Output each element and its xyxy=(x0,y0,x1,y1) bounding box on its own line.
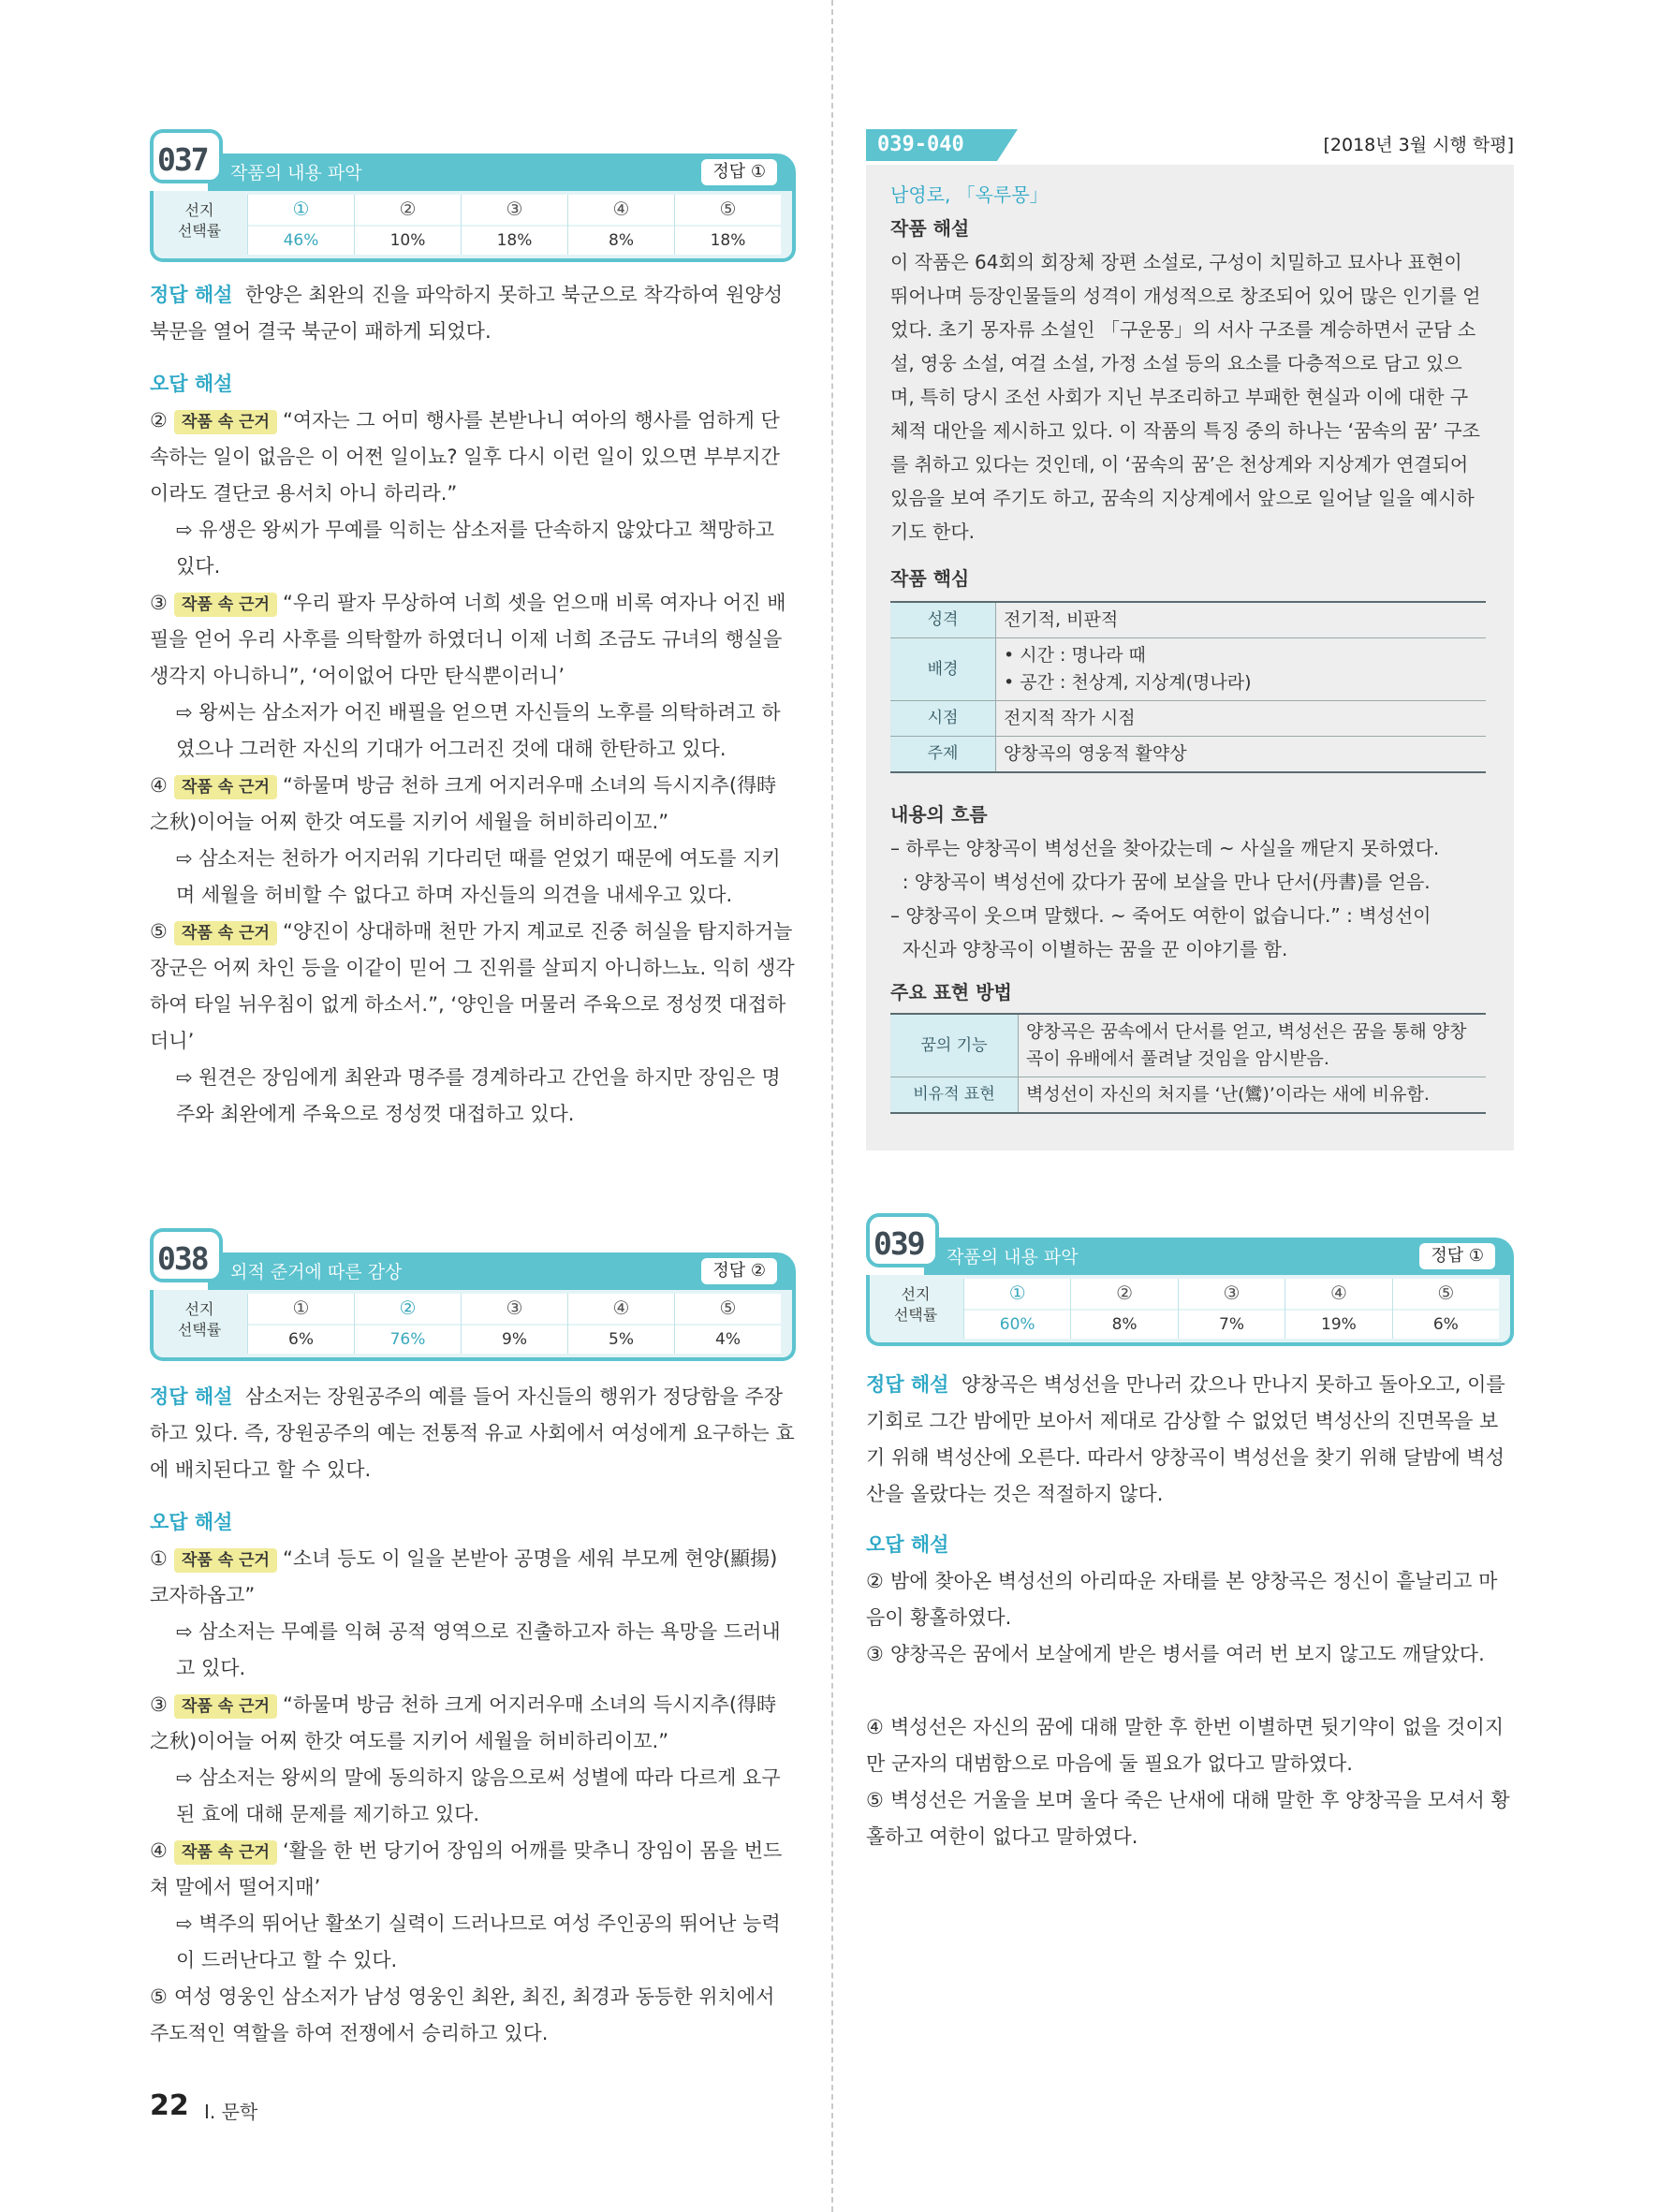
option-cell: ④ 5% xyxy=(567,1294,674,1354)
question-block-039 xyxy=(866,1213,1514,1346)
expression-table xyxy=(890,1013,1486,1114)
selection-rate-label: 선지 선택률 xyxy=(177,201,222,240)
wrong-item: ③ 작품 속 근거 “우리 팔자 무상하여 너희 셋을 얻으매 비록 여자나 어진 배필을 얻어 우리 사후를 의탁할까 하였더니 이제 너희 조금도 규녀의 행실을 생각지 아니하니”, ‘어이없어 다만 탄식뿐이러니’ ⇨ 왕씨는 삼소저가 어진 배필을 얻으면 자신들의 노후를 의탁하려고 하였으나 그러한 자신의 기대가 어그러진 것에 대해 한탄하고 있다. xyxy=(150,592,786,760)
wrong-item: ⑤ 작품 속 근거 “양진이 상대하매 천만 가지 계교로 진중 허실을 탐지하거늘 장군은 어찌 차인 등을 이같이 믿어 그 진위를 살피지 아니하느뇨. 익히 생각하여 타일 뉘우침이 없게 하소서.”, ‘양인을 머물러 주육으로 정성껏 대접하더니’ ⇨ 원견은 장임에게 최완과 명주를 경계하라고 간언을 하지만 장임은 명주와 최완에게 주육으로 정성껏 대접하고 있다. xyxy=(150,920,795,1125)
answer-badge: 정답 ① xyxy=(1419,1243,1495,1269)
evidence-tag: 작품 속 근거 xyxy=(174,1694,277,1719)
core-heading: 작품 핵심 xyxy=(890,567,970,590)
wrong-item: ② 작품 속 근거 “여자는 그 어미 행사를 본받나니 여아의 행사를 엄하게 단속하는 일이 없음은 이 어쩐 일이뇨? 일후 다시 이런 일이 있으면 부부지간이라도 결단코 용서치 아니 하리라.” ⇨ 유생은 왕씨가 무예를 익히는 삼소저를 단속하지 않았다고 책망하고 있다. xyxy=(150,409,780,578)
analysis-heading: 작품 해설 xyxy=(890,217,970,240)
table-row: 주제 양창곡의 영웅적 활약상 xyxy=(890,737,1486,773)
answer-explanation: 정답 해설 한양은 최완의 진을 파악하지 못하고 북군으로 착각하여 원양성 북문을 열어 결국 북군이 패하게 되었다. xyxy=(150,284,783,343)
option-cell: ⑤ 6% xyxy=(1392,1279,1499,1339)
answer-explanation: 정답 해설 양창곡은 벽성선을 만나러 갔으나 만나지 못하고 돌아오고, 이를 기회로 그간 밤에만 보아서 제대로 감상할 수 없었던 벽성산의 진면목을 보기 위해 벽성산에 오른다. 따라서 양창곡이 벽성선을 찾기 위해 달밤에 벽성산을 올랐다는 것은 적절하지 않다. xyxy=(866,1373,1505,1505)
selection-rate-table xyxy=(150,191,796,262)
answer-badge: 정답 ② xyxy=(701,1258,777,1284)
expression-heading: 주요 표현 방법 xyxy=(890,981,1012,1003)
analysis-text: 이 작품은 64회의 회장체 장편 소설로, 구성이 치밀하고 묘사나 표현이 뛰어나며 등장인물들의 성격이 개성적으로 창조되어 있어 많은 인기를 얻었다. 초기 몽자류 소설인 「구운몽」의 서사 구조를 계승하면서 군담 소설, 영웅 소설, 여걸 소설, 가정 소설 등의 요소를 다층적으로 담고 있으며, 특히 당시 조선 사회가 지닌 부조리하고 부패한 현실과 이에 대한 구체적 대안을 제시하고 있다. 이 작품의 특징 중의 하나는 ‘꿈속의 꿈’ 구조를 취하고 있다는 것인데, 이 ‘꿈속의 꿈’은 천상계와 지상계가 연결되어 있음을 보여 주기도 하고, 꿈속의 지상계에서 앞으로 일어날 일을 예시하기도 한다. xyxy=(890,251,1481,543)
page-number: 22 xyxy=(150,2089,189,2122)
evidence-tag: 작품 속 근거 xyxy=(174,1840,277,1865)
option-cell: ① 6% xyxy=(247,1294,354,1354)
option-cell: ② 10% xyxy=(354,195,461,255)
question-range-tab: 039-040 xyxy=(866,129,997,161)
wrong-item: ④ 작품 속 근거 “하물며 방금 천하 크게 어지러우매 소녀의 득시지추(得時之秋)이어늘 어찌 한갓 여도를 지키어 세월을 허비하리이꼬.” ⇨ 삼소저는 천하가 어지러워 기다리던 때를 얻었기 때문에 여도를 지키며 세월을 허비할 수 없다고 하며 자신들의 의견을 내세우고 있다. xyxy=(150,774,781,906)
table-row: 비유적 표현 벽성선이 자신의 처지를 ‘난(鸞)’이라는 새에 비유함. xyxy=(890,1077,1486,1114)
question-title: 작품의 내용 파악 xyxy=(230,163,362,183)
wrong-item: ⑤ 여성 영웅인 삼소저가 남성 영웅인 최완, 최진, 최경과 동등한 위치에서 주도적인 역할을 하여 전쟁에서 승리하고 있다. xyxy=(150,1985,775,2044)
evidence-tag: 작품 속 근거 xyxy=(174,1548,277,1573)
option-cell: ④ 8% xyxy=(567,195,674,255)
work-header xyxy=(866,129,1514,161)
wrong-explanation-heading: 오답 해설 xyxy=(866,1533,949,1556)
option-cell: ② 8% xyxy=(1070,1279,1177,1339)
work-title: 남영로, 「옥루몽」 xyxy=(890,183,1049,206)
option-cell: ① 60% xyxy=(963,1279,1070,1339)
selection-rate-table xyxy=(866,1275,1514,1346)
evidence-tag: 작품 속 근거 xyxy=(174,921,277,945)
wrong-item: ① 작품 속 근거 “소녀 등도 이 일을 본받아 공명을 세워 부모께 현양(顯揚)코자하옵고” ⇨ 삼소저는 무예를 익혀 공적 영역으로 진출하고자 하는 욕망을 드러내고 있다. xyxy=(150,1547,781,1679)
evidence-tag: 작품 속 근거 xyxy=(174,775,277,799)
wrong-item: ③ 작품 속 근거 “하물며 방금 천하 크게 어지러우매 소녀의 득시지추(得時之秋)이어늘 어찌 한갓 여도를 지키어 세월을 허비하리이꼬.” ⇨ 삼소저는 왕씨의 말에 동의하지 않음으로써 성별에 따라 다르게 요구된 효에 대해 문제를 제기하고 있다. xyxy=(150,1693,781,1825)
evidence-tag: 작품 속 근거 xyxy=(174,410,277,434)
flow-list: – 하루는 양창곡이 벽성선을 찾아갔는데 ~ 사실을 깨닫지 못하였다. : 양창곡이 벽성선에 갔다가 꿈에 보살을 만나 단서(丹書)를 얻음. – 양창곡이 웃으며 말했다. ~ 죽어도 여한이 없습니다.” : 벽성선이 자신과 양창곡이 이별하는 꿈을 꾼 이야기를 함. xyxy=(890,837,1440,960)
flow-heading: 내용의 흐름 xyxy=(890,803,988,826)
wrong-item: ③ 양창곡은 꿈에서 보살에게 받은 병서를 여러 번 보지 않고도 깨달았다. xyxy=(866,1643,1485,1665)
option-cell: ② 76% xyxy=(354,1294,461,1354)
option-cell: ③ 7% xyxy=(1178,1279,1285,1339)
question-number: 038 xyxy=(150,1228,223,1282)
question-header-bar xyxy=(208,1252,796,1290)
question-header-bar xyxy=(924,1238,1514,1275)
answer-explanation: 정답 해설 삼소저는 장원공주의 예를 들어 자신들의 행위가 정당함을 주장하고 있다. 즉, 장원공주의 예는 전통적 유교 사회에서 여성에게 요구하는 효에 배치된다고 할 수 있다. xyxy=(150,1385,795,1481)
wrong-explanation-heading: 오답 해설 xyxy=(150,1511,233,1533)
table-row: 꿈의 기능 양창곡은 꿈속에서 단서를 얻고, 벽성선은 꿈을 통해 양창곡이 유배에서 풀려날 것임을 암시받음. xyxy=(890,1014,1486,1077)
option-cell: ③ 9% xyxy=(461,1294,567,1354)
question-title: 작품의 내용 파악 xyxy=(947,1247,1079,1267)
evidence-tag: 작품 속 근거 xyxy=(174,593,277,617)
selection-rate-label: 선지 선택률 xyxy=(893,1285,938,1324)
work-analysis-box xyxy=(866,165,1514,1150)
column-divider xyxy=(831,0,833,2212)
table-row: 시점 전지적 작가 시점 xyxy=(890,701,1486,737)
exam-source: [2018년 3월 시행 학평] xyxy=(1323,135,1514,155)
selection-rate-label: 선지 선택률 xyxy=(177,1300,222,1339)
selection-rate-table xyxy=(150,1290,796,1361)
wrong-item: ② 밤에 찾아온 벽성선의 아리따운 자태를 본 양창곡은 정신이 흩날리고 마음이 황홀하였다. xyxy=(866,1570,1498,1629)
question-number: 039 xyxy=(866,1213,939,1267)
table-row: 배경 • 시간 : 명나라 때 • 공간 : 천상계, 지상계(명나라) xyxy=(890,638,1486,701)
question-block-037 xyxy=(150,129,796,262)
question-header-bar xyxy=(208,154,796,191)
wrong-item: ④ 벽성선은 자신의 꿈에 대해 말한 후 한번 이별하면 뒷기약이 없을 것이지만 군자의 대범함으로 마음에 둘 필요가 없다고 말하였다. xyxy=(866,1716,1505,1775)
option-cell: ⑤ 18% xyxy=(674,195,781,255)
option-cell: ⑤ 4% xyxy=(674,1294,781,1354)
section-name: I. 문학 xyxy=(204,2101,258,2123)
option-cell: ① 46% xyxy=(247,195,354,255)
answer-badge: 정답 ① xyxy=(701,159,777,185)
wrong-explanation-heading: 오답 해설 xyxy=(150,373,233,395)
option-cell: ③ 18% xyxy=(461,195,567,255)
option-cell: ④ 19% xyxy=(1285,1279,1391,1339)
question-block-038 xyxy=(150,1228,796,1361)
wrong-item: ⑤ 벽성선은 거울을 보며 울다 죽은 난새에 대해 말한 후 양창곡을 모셔서 황홀하고 여한이 없다고 말하였다. xyxy=(866,1789,1510,1848)
question-title: 외적 준거에 따른 감상 xyxy=(230,1262,403,1282)
core-table xyxy=(890,601,1486,773)
question-number: 037 xyxy=(150,129,223,183)
wrong-item: ④ 작품 속 근거 ‘활을 한 번 당기어 장임의 어깨를 맞추니 장임이 몸을 번드쳐 말에서 떨어지매’ ⇨ 벽주의 뛰어난 활쏘기 실력이 드러나므로 여성 주인공의 뛰어난 능력이 드러난다고 할 수 있다. xyxy=(150,1839,783,1971)
table-row: 성격 전기적, 비판적 xyxy=(890,602,1486,638)
